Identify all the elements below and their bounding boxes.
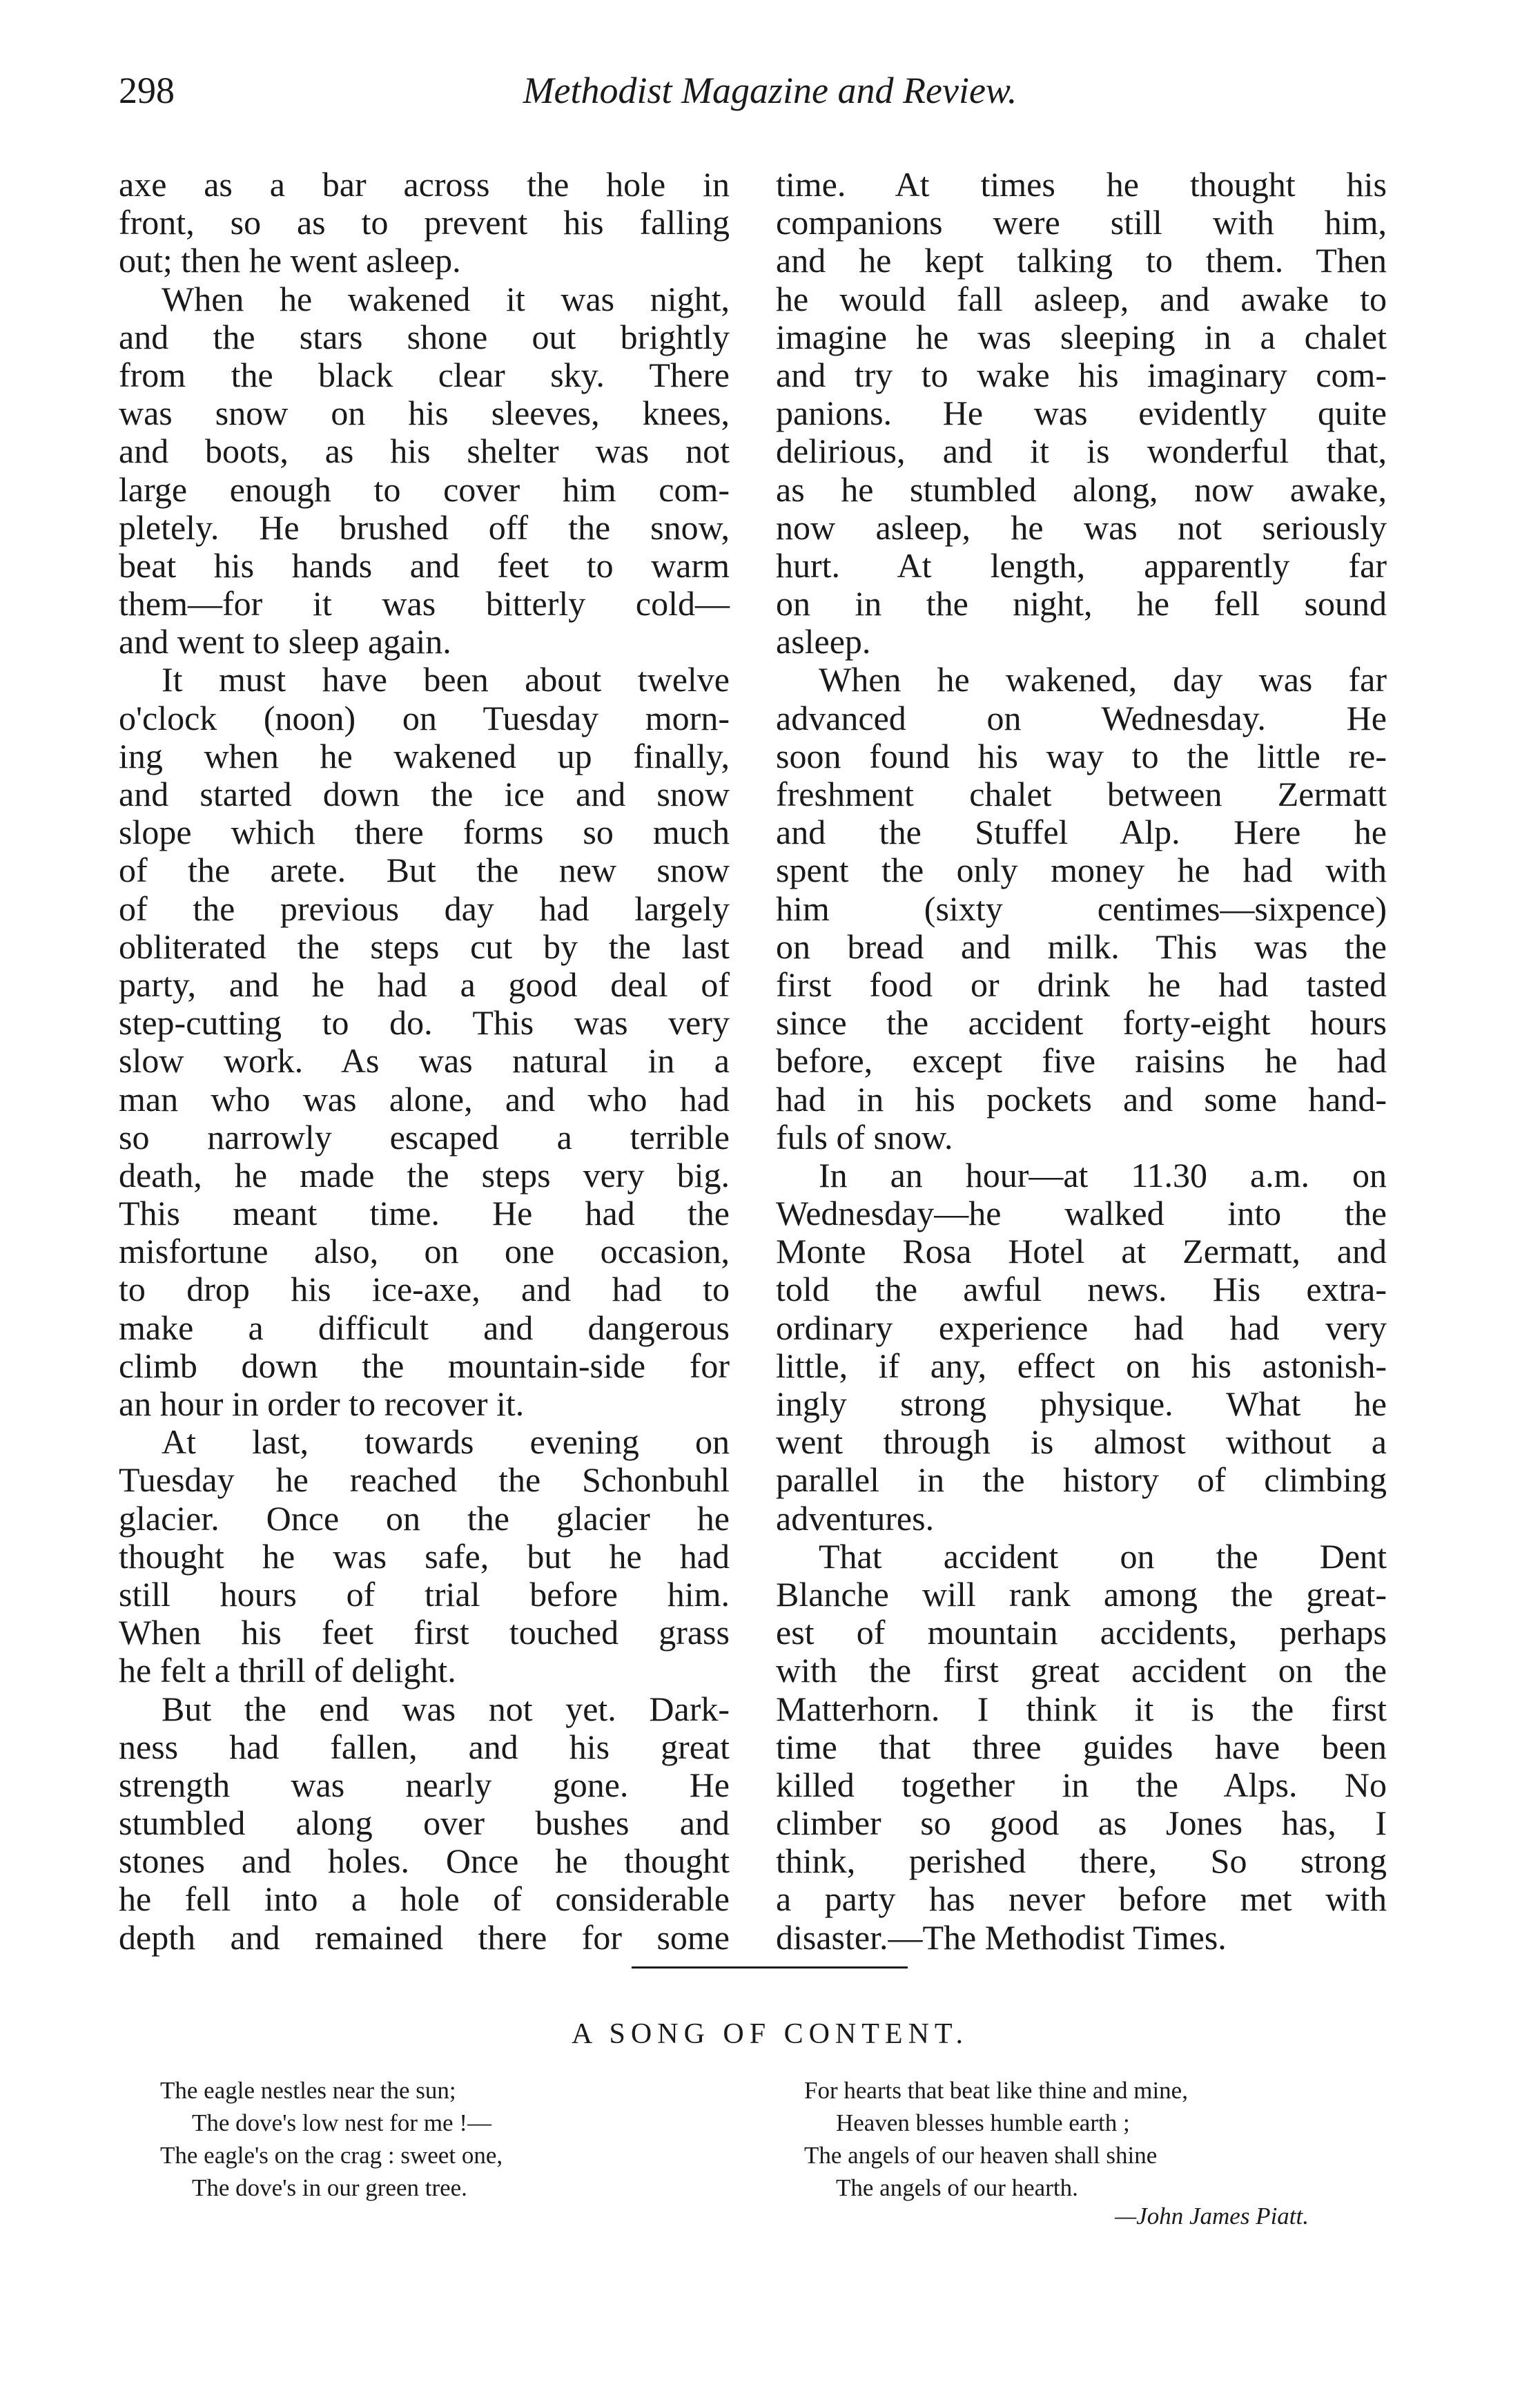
poem-line: The dove's low nest for me !—	[192, 2109, 491, 2136]
text-line: Matterhorn. I think it is the first	[776, 1689, 1387, 1728]
text-line: When he wakened, day was far	[819, 660, 1387, 699]
text-line: hurt. At length, apparently far	[776, 545, 1387, 585]
text-line: ing when he wakened up finally,	[119, 736, 730, 775]
text-line: But the end was not yet. Dark-	[162, 1689, 730, 1728]
text-line: beat his hands and feet to warm	[119, 545, 730, 585]
text-line: from the black clear sky. There	[119, 355, 730, 394]
text-line: ordinary experience had had very	[776, 1308, 1387, 1347]
text-line: man who was alone, and who had	[119, 1079, 730, 1119]
text-line: Blanche will rank among the great-	[776, 1574, 1387, 1614]
text-line: That accident on the Dent	[819, 1536, 1387, 1576]
text-line: on in the night, he fell sound	[776, 584, 1387, 623]
text-line: advanced on Wednesday. He	[776, 698, 1387, 737]
text-line: make a difficult and dangerous	[119, 1308, 730, 1347]
poem-stanza-left	[160, 2074, 503, 2204]
text-line: and the Stuffel Alp. Here he	[776, 813, 1387, 852]
poem-line: For hearts that beat like thine and mine,	[804, 2077, 1188, 2104]
text-line: a party has never before met with	[776, 1879, 1387, 1919]
text-line: slope which there forms so much	[119, 813, 730, 852]
text-line: This meant time. He had the	[119, 1194, 730, 1233]
text-line: told the awful news. His extra-	[776, 1270, 1387, 1309]
text-line: pletely. He brushed off the snow,	[119, 507, 730, 547]
text-line: so narrowly escaped a terrible	[119, 1117, 730, 1157]
text-line: them—for it was bitterly cold—	[119, 584, 730, 623]
poem-line: The eagle's on the crag : sweet one,	[160, 2142, 503, 2169]
text-line: now asleep, he was not seriously	[776, 507, 1387, 547]
text-line: he would fall asleep, and awake to	[776, 279, 1387, 318]
text-line: o'clock (noon) on Tuesday morn-	[119, 698, 730, 737]
text-line: large enough to cover him com-	[119, 470, 730, 509]
text-line: Tuesday he reached the Schonbuhl	[119, 1460, 730, 1500]
text-line: went through is almost without a	[776, 1422, 1387, 1462]
text-line: spent the only money he had with	[776, 851, 1387, 890]
text-line: and try to wake his imaginary com-	[776, 355, 1387, 394]
text-line: time that three guides have been	[776, 1727, 1387, 1766]
text-line: strength was nearly gone. He	[119, 1765, 730, 1804]
text-line: party, and he had a good deal of	[119, 965, 730, 1004]
text-line: and went to sleep again.	[119, 622, 451, 661]
text-line: delirious, and it is wonderful that,	[776, 432, 1387, 471]
text-line: depth and remained there for some	[119, 1917, 730, 1957]
poem-title: A SONG OF CONTENT.	[572, 2018, 968, 2050]
text-line: stones and holes. Once he thought	[119, 1841, 730, 1881]
text-line: est of mountain accidents, perhaps	[776, 1613, 1387, 1652]
text-line: and he kept talking to them. Then	[776, 241, 1387, 280]
text-line: adventures.	[776, 1498, 935, 1538]
text-line: climber so good as Jones has, I	[776, 1803, 1387, 1843]
left-column	[119, 166, 730, 1957]
text-line: axe as a bar across the hole in	[119, 165, 730, 204]
text-line: ingly strong physique. What he	[776, 1384, 1387, 1423]
text-line: before, except five raisins he had	[776, 1041, 1387, 1081]
text-line: soon found his way to the little re-	[776, 736, 1387, 775]
text-line: In an hour—at 11.30 a.m. on	[819, 1155, 1387, 1194]
text-line: At last, towards evening on	[162, 1422, 730, 1462]
text-line: Monte Rosa Hotel at Zermatt, and	[776, 1232, 1387, 1271]
text-line: disaster.—The Methodist Times.	[776, 1917, 1227, 1957]
text-line: think, perished there, So strong	[776, 1841, 1387, 1881]
poem-stanza-right	[804, 2074, 1188, 2204]
text-line: first food or drink he had tasted	[776, 965, 1387, 1004]
text-line: When his feet first touched grass	[119, 1613, 730, 1652]
text-line: he fell into a hole of considerable	[119, 1879, 730, 1919]
text-line: obliterated the steps cut by the last	[119, 927, 730, 966]
page-number: 298	[119, 70, 175, 111]
text-line: slow work. As was natural in a	[119, 1041, 730, 1081]
section-divider	[632, 1966, 908, 1969]
text-line: of the arete. But the new snow	[119, 851, 730, 890]
text-line: as he stumbled along, now awake,	[776, 470, 1387, 509]
poem-attribution: —John James Piatt.	[1115, 2203, 1309, 2230]
text-line: When he wakened it was night,	[162, 279, 730, 318]
text-line: fuls of snow.	[776, 1117, 953, 1157]
text-line: step-cutting to do. This was very	[119, 1003, 730, 1043]
text-line: and boots, as his shelter was not	[119, 432, 730, 471]
text-line: ness had fallen, and his great	[119, 1727, 730, 1766]
text-line: still hours of trial before him.	[119, 1574, 730, 1614]
text-line: Wednesday—he walked into the	[776, 1194, 1387, 1233]
text-line: an hour in order to recover it.	[119, 1384, 525, 1423]
text-line: to drop his ice-axe, and had to	[119, 1270, 730, 1309]
text-line: death, he made the steps very big.	[119, 1155, 730, 1194]
text-line: imagine he was sleeping in a chalet	[776, 317, 1387, 356]
text-line: panions. He was evidently quite	[776, 394, 1387, 433]
text-line: It must have been about twelve	[162, 660, 730, 699]
text-line: had in his pockets and some hand-	[776, 1079, 1387, 1119]
poem-line: The dove's in our green tree.	[192, 2174, 467, 2201]
text-line: climb down the mountain-side for	[119, 1346, 730, 1385]
text-line: on bread and milk. This was the	[776, 927, 1387, 966]
text-line: with the first great accident on the	[776, 1651, 1387, 1690]
text-line: and the stars shone out brightly	[119, 317, 730, 356]
text-line: little, if any, effect on his astonish-	[776, 1346, 1387, 1385]
text-line: killed together in the Alps. No	[776, 1765, 1387, 1804]
text-line: was snow on his sleeves, knees,	[119, 394, 730, 433]
text-line: misfortune also, on one occasion,	[119, 1232, 730, 1271]
poem-line: The angels of our heaven shall shine	[804, 2142, 1158, 2169]
text-line: thought he was safe, but he had	[119, 1536, 730, 1576]
text-line: front, so as to prevent his falling	[119, 203, 730, 242]
text-line: freshment chalet between Zermatt	[776, 775, 1387, 813]
text-line: companions were still with him,	[776, 203, 1387, 242]
poem-line: Heaven blesses humble earth ;	[836, 2109, 1130, 2136]
text-line: stumbled along over bushes and	[119, 1803, 730, 1843]
text-line: of the previous day had largely	[119, 889, 730, 928]
text-line: asleep.	[776, 622, 871, 661]
text-line: glacier. Once on the glacier he	[119, 1498, 730, 1538]
poem-line: The eagle nestles near the sun;	[160, 2077, 456, 2104]
text-line: he felt a thrill of delight.	[119, 1651, 456, 1690]
text-line: parallel in the history of climbing	[776, 1460, 1387, 1500]
text-line: out; then he went asleep.	[119, 241, 461, 280]
text-line: since the accident forty-eight hours	[776, 1003, 1387, 1043]
text-line: and started down the ice and snow	[119, 775, 730, 813]
poem-line: The angels of our hearth.	[836, 2174, 1078, 2201]
text-line: him (sixty centimes—sixpence)	[776, 889, 1387, 928]
text-line: time. At times he thought his	[776, 165, 1387, 204]
running-head: Methodist Magazine and Review.	[523, 70, 1017, 111]
right-column	[776, 166, 1387, 1957]
